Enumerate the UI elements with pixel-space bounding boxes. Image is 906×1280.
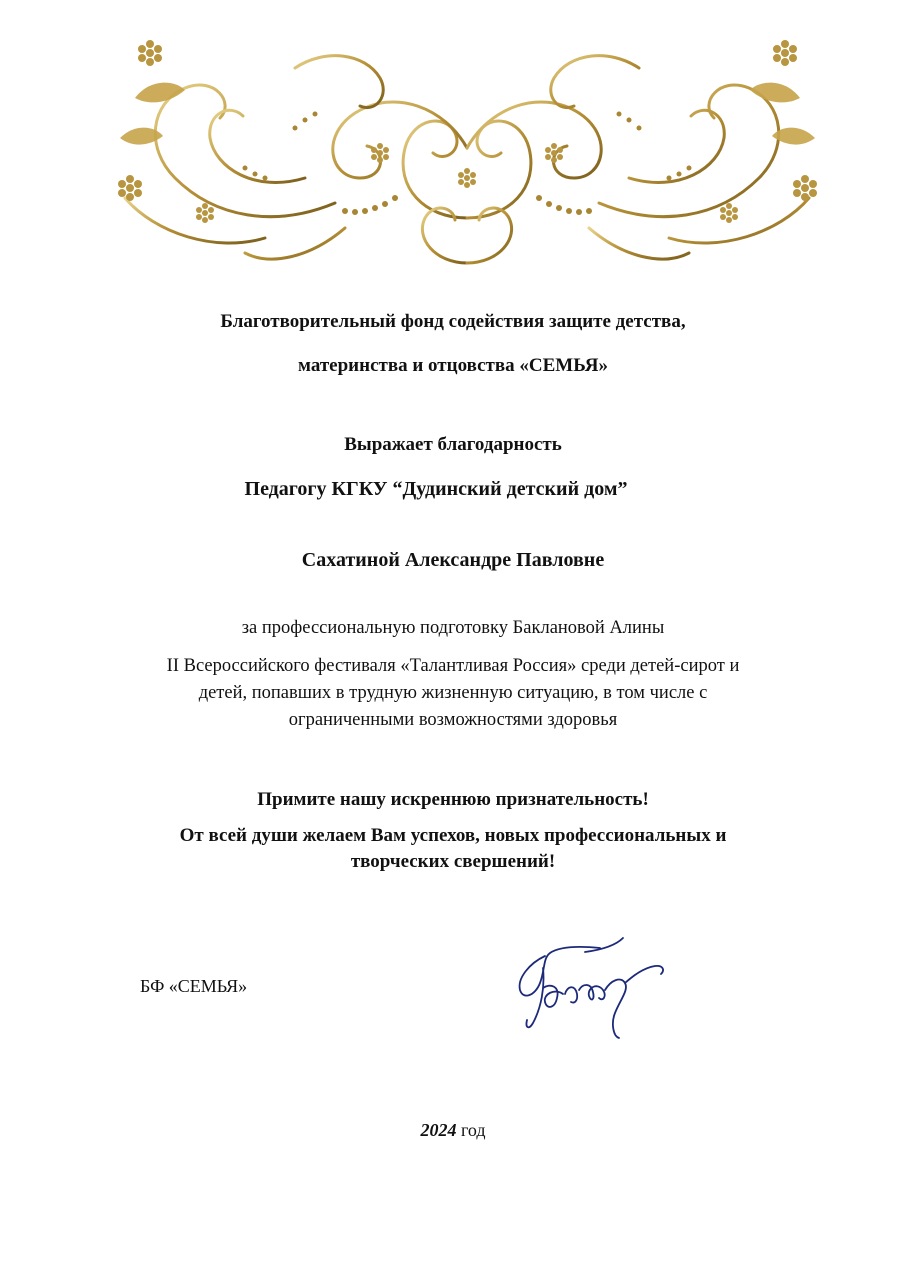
reason-line-3: детей, попавших в трудную жизненную ситуацию, в том числе с	[198, 683, 708, 703]
year-line	[0, 1120, 906, 1141]
wishes-line-2: творческих свершений!	[350, 851, 556, 872]
gratitude-line: Примите нашу искреннюю признательность!	[257, 789, 649, 810]
wishes-line-1: От всей души желаем Вам успехов, новых профессиональных и	[179, 825, 727, 846]
reason-line-2: II Всероссийского фестиваля «Талантливая Россия» среди детей-сирот и	[166, 656, 740, 676]
organization-title-line-2: материнства и отцовства «СЕМЬЯ»	[298, 355, 608, 376]
gold-ornament-icon	[95, 28, 840, 278]
handwritten-signature-icon	[505, 928, 685, 1048]
recipient-role: Педагогу КГКУ “Дудинский детский дом”	[244, 478, 628, 500]
reason-line-4: ограниченными возможностями здоровья	[288, 710, 618, 730]
expresses-gratitude-heading: Выражает благодарность	[344, 434, 562, 455]
year-number: 2024	[420, 1120, 457, 1140]
reason-line-1: за профессиональную подготовку Баклановой Алины	[241, 618, 665, 638]
recipient-name: Сахатиной Александре Павловне	[301, 549, 605, 571]
signatory-label: БФ «СЕМЬЯ»	[140, 976, 248, 996]
year-word: год	[460, 1120, 486, 1140]
organization-title-line-1: Благотворительный фонд содействия защите детства,	[220, 311, 686, 332]
